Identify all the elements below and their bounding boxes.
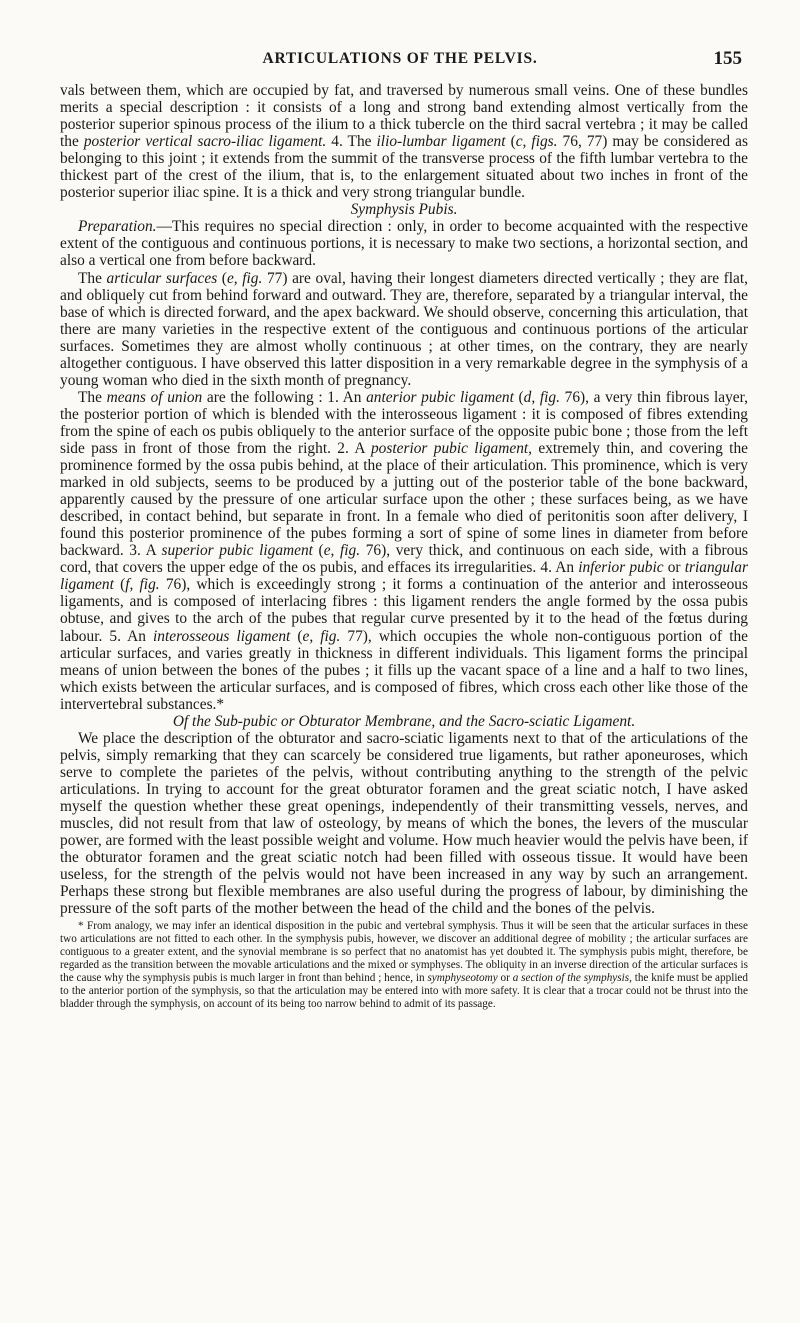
italic-text: triangular ligament [60, 559, 748, 594]
text-run: extremely thin, and covering the prominence formed by the ossa pubis behind, at the place of their articulation. This prominence, which is very marked in old subjects, seems to be produced by a jutting out of the posterior table of the bone backward, apparently caused by the pressure of one articular surface upon the other ; these surfaces being, as we have described, in contact behind, but separate in front. In a female who died of peritonitis soon after delivery, I found this posterior prominence of the pubes forming a sort of spine of some lines in diameter from before backward. 3. A [60, 439, 748, 560]
italic-text: Preparation. [78, 218, 157, 236]
paragraph [60, 270, 748, 389]
italic-text: posterior pubic ligament, [370, 439, 533, 457]
footnote [60, 920, 748, 1010]
italic-text: anterior pubic ligament [366, 388, 514, 406]
italic-text: e, fig. [226, 269, 263, 287]
footnote-text [60, 920, 748, 1010]
text-run: ( [312, 542, 324, 560]
text-run: ( [513, 388, 524, 406]
text-run: or [663, 559, 685, 577]
page-number: 155 [713, 48, 742, 69]
italic-text: symphyseotomy [427, 971, 498, 984]
text-run: ( [217, 269, 227, 287]
text-run: The [78, 388, 107, 406]
text-run: 76, 77) may be considered as belonging to this joint ; it extends from the summit of the transverse process of the fifth lumbar vertebra to the thickest part of the crest of the ilium, that is, to the enlargement situated about two inches in front of the posterior superior iliac spine. It is a thick and very strong triangular bundle. [60, 133, 748, 202]
text-run: vals between them, which are occupied by fat, and traversed by numerous small veins. One of these bundles merits a special description : it consists of a long and strong band extending almost vertically from the posterior superior spinous process of the ilium to a thick tubercle on the third sacral vertebra ; it may be called the [60, 82, 748, 151]
paragraph [60, 218, 748, 269]
italic-text: a section of the symphysis, [512, 971, 632, 984]
text-run: are the following : 1. An [202, 388, 367, 406]
page-header [60, 48, 740, 74]
italic-text: posterior vertical sacro-iliac ligament. [83, 133, 327, 151]
text-run: —This requires no special direction : only, in order to become acquainted with the respective extent of the contiguous and continuous portions, it is necessary to make two sections, a horizontal section, and also a vertical one from before backward. [60, 218, 748, 270]
text-run: or [497, 971, 513, 984]
text-run: 76), a very thin fibrous layer, the posterior portion of which is blended with the interosseous ligament : it is composed of fibres extending from the spine of each os pubis obliquely to the anterior surface of the opposite pubic bone ; those from the left side pass in front of those from the right. 2. A [60, 388, 748, 457]
italic-text: interosseous ligament [153, 627, 291, 645]
italic-text: e, fig. [323, 542, 361, 560]
italic-text: means of union [106, 388, 203, 406]
section-heading: Symphysis Pubis. [350, 201, 458, 219]
italic-text: ilio-lumbar ligament [376, 133, 506, 151]
paragraph [60, 389, 748, 713]
text-run: 76), very thick, and continuous on each side, with a fibrous cord, that covers the upper edge of the os pubis, and effaces its irregularities. 4. An [60, 542, 748, 577]
body-text [60, 82, 748, 1011]
paragraph [60, 730, 748, 918]
italic-text: c, figs. [515, 133, 558, 151]
text-run: 77) are oval, having their longest diameters directed vertically ; they are flat, and obliquely cut from behind forward and outward. They are, therefore, separated by a triangular interval, the base of which is directed forward, and the apex backward. We should observe, concerning this articulation, that there are many varieties in the respective extent of the contiguous and continuous portions of the articular surfaces. Sometimes they are almost wholly continuous ; at other times, on the contrary, they are nearly altogether contiguous. I have observed this latter disposition in a very remarkable degree in the symphysis of a young woman who died in the sixth month of pregnancy. [60, 269, 748, 389]
text-run: The [78, 269, 107, 287]
italic-text: articular surfaces [106, 269, 218, 287]
text-run: the knife must be applied to the anterior portion of the symphysis, so that the articulation may be entered into with more safety. It is clear that a trocar could not be thrust into the bladder through the symphysis, on account of its being too narrow behind to admit of its passage. [60, 971, 748, 1010]
text-run: ( [290, 627, 303, 645]
section-heading: Of the Sub-pubic or Obturator Membrane, and the Sacro-sciatic Ligament. [172, 712, 636, 730]
italic-text: d, fig. [523, 388, 560, 406]
text-run: We place the description of the obturator and sacro-sciatic ligaments next to that of the articulations of the pelvis, simply remarking that they can scarcely be considered true ligaments, but rather aponeuroses, which serve to complete the parietes of the pelvis, without contributing anything to the strength of the pelvic articulations. In trying to account for the great obturator foramen and the great sciatic notch, I have asked myself the question whether these great openings, independently of their transmitting vessels, nerves, and muscles, did not result from that law of osteology, by means of which the bones, the levers of the muscular power, are formed with the least possible weight and volume. How much heavier would the pelvis have been, if the obturator foramen and the great sciatic notch had been filled with osseous tissue. It would have been useless, for the strength of the pelvis would not have been increased in any way by such an arrangement. Perhaps these strong but flexible membranes are also useful during the progress of labour, by diminishing the pressure of the soft parts of the mother between the head of the child and the bones of the pelvis. [60, 729, 748, 918]
paragraph [60, 82, 748, 201]
running-head: ARTICULATIONS OF THE PELVIS. [262, 50, 538, 67]
text-run: ( [505, 133, 516, 151]
text-run: 4. The [326, 133, 377, 151]
italic-text: superior pubic ligament [161, 542, 313, 560]
text-run: 77), which occupies the whole non-contiguous portion of the articular surfaces, and varies greatly in thickness in different individuals. This ligament forms the principal means of union between the bones of the pubes ; it fills up the vacant space of a line and a half to two lines, which exists between the articular surfaces, and is composed of fibres, which cross each other like those of the intervertebral substances.* [60, 627, 748, 713]
text-run: ( [113, 576, 126, 594]
italic-text: e, fig. [302, 627, 341, 645]
text-run: 76), which is exceedingly strong ; it forms a continuation of the anterior and interosseous ligaments, and is composed of interlacing fibres : this ligament renders the angle formed by the ossa pubis obtuse, and gives to the arch of the pubes that regular curve presented by it to the head of the fœtus during labour. 5. An [60, 576, 748, 645]
text-run: * From analogy, we may infer an identical disposition in the pubic and vertebral symphysis. Thus it will be seen that the articular surfaces in these two articulations are not fitted to each other. In the symphysis pubis, however, we discover an additional degree of mobility ; the articular surfaces are contiguous to a greater extent, and the synovial membrane is so perfect that no anatomist has yet doubted it. The symphysis pubis might, therefore, be regarded as the transition between the movable articulations and the mixed or symphyses. The obliquity in an inverse direction of the articular surfaces is the cause why the symphysis pubis is much larger in front than behind ; hence, in [60, 920, 748, 984]
italic-text: f, fig. [125, 576, 160, 594]
italic-text: inferior pubic [578, 559, 664, 577]
